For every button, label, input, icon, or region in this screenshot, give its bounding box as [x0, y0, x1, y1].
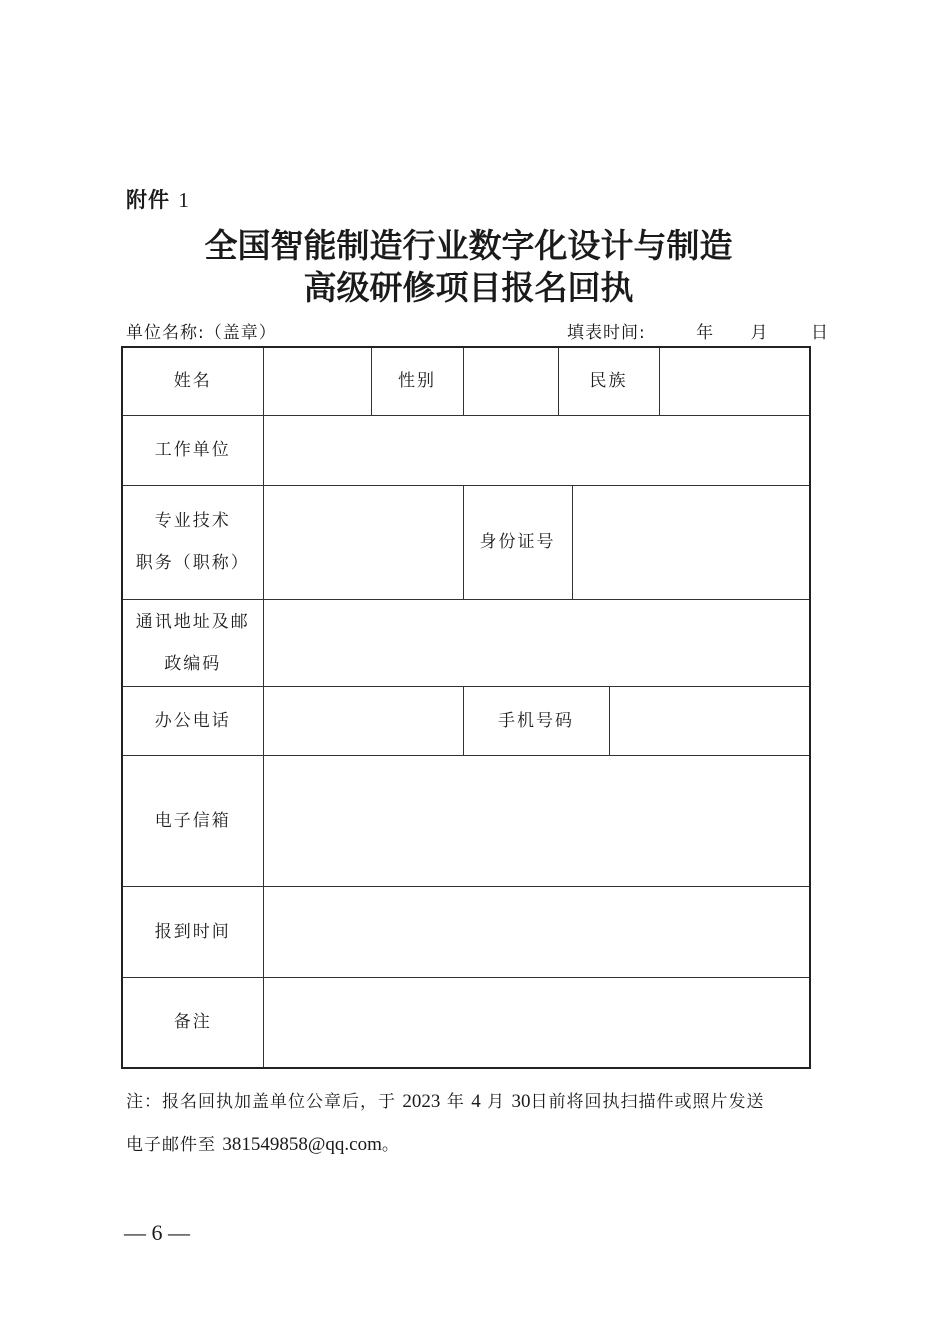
- report-time-field[interactable]: [263, 886, 810, 977]
- email-field[interactable]: [263, 755, 810, 886]
- attachment-label: [126, 184, 190, 214]
- table-row: [122, 977, 810, 1068]
- table-row: [122, 347, 810, 415]
- table-row: [122, 485, 810, 599]
- month-label: 月: [750, 323, 769, 343]
- contact-email: 381549858@qq.com: [222, 1134, 382, 1155]
- name-label: 姓名: [122, 347, 263, 415]
- email-label: 电子信箱: [122, 755, 263, 886]
- work-unit-label: 工作单位: [122, 415, 263, 485]
- note-month: 4: [471, 1091, 481, 1112]
- professional-title-line1: 专业技术: [154, 511, 231, 531]
- attachment-number: 1: [178, 188, 190, 212]
- id-number-label: 身份证号: [463, 485, 572, 599]
- fill-time-label: 填表时间:: [567, 323, 646, 343]
- note-line1: [126, 1087, 765, 1113]
- gender-label: 性别: [371, 347, 463, 415]
- table-row: [122, 755, 810, 886]
- office-phone-label: 办公电话: [122, 686, 263, 755]
- note-text: 年: [446, 1092, 465, 1112]
- unit-name-label: 单位名称:（盖章）: [126, 323, 277, 343]
- note-line2: [126, 1130, 400, 1156]
- address-label: [122, 599, 263, 686]
- report-time-label: 报到时间: [122, 886, 263, 977]
- professional-title-label: [122, 485, 263, 599]
- note-year: 2023: [402, 1091, 441, 1112]
- table-row: [122, 599, 810, 686]
- page-number: — 6 —: [124, 1220, 190, 1245]
- attachment-text: 附件: [126, 188, 170, 212]
- table-row: [122, 686, 810, 755]
- table-row: [122, 886, 810, 977]
- note-text: 电子邮件至: [126, 1135, 216, 1155]
- note-day: 30: [511, 1091, 531, 1112]
- id-number-field[interactable]: [572, 485, 810, 599]
- year-label: 年: [696, 323, 715, 343]
- professional-title-line2: 职务（职称）: [135, 553, 250, 573]
- document-title-line2: 高级研修项目报名回执: [303, 268, 634, 307]
- note-text: 日前将回执扫描件或照片发送: [530, 1092, 765, 1112]
- day-label: 日: [810, 323, 829, 343]
- ethnicity-label: 民族: [558, 347, 659, 415]
- office-phone-field[interactable]: [263, 686, 463, 755]
- table-row: [122, 415, 810, 485]
- address-line1: 通讯地址及邮: [135, 611, 250, 632]
- gender-field[interactable]: [463, 347, 558, 415]
- remarks-label: 备注: [122, 977, 263, 1068]
- name-field[interactable]: [263, 347, 371, 415]
- work-unit-field[interactable]: [263, 415, 810, 485]
- mobile-field[interactable]: [609, 686, 810, 755]
- document-title-line1: 全国智能制造行业数字化设计与制造: [204, 226, 733, 265]
- registration-form-table: [121, 346, 811, 1069]
- note-text: 月: [487, 1092, 506, 1112]
- address-line2: 政编码: [164, 653, 222, 674]
- note-text: 注：报名回执加盖单位公章后，于: [126, 1092, 396, 1112]
- remarks-field[interactable]: [263, 977, 810, 1068]
- address-field[interactable]: [263, 599, 810, 686]
- professional-title-field[interactable]: [263, 485, 463, 599]
- note-text: 。: [381, 1135, 400, 1155]
- fill-time: [567, 318, 829, 343]
- mobile-label: 手机号码: [463, 686, 609, 755]
- ethnicity-field[interactable]: [659, 347, 810, 415]
